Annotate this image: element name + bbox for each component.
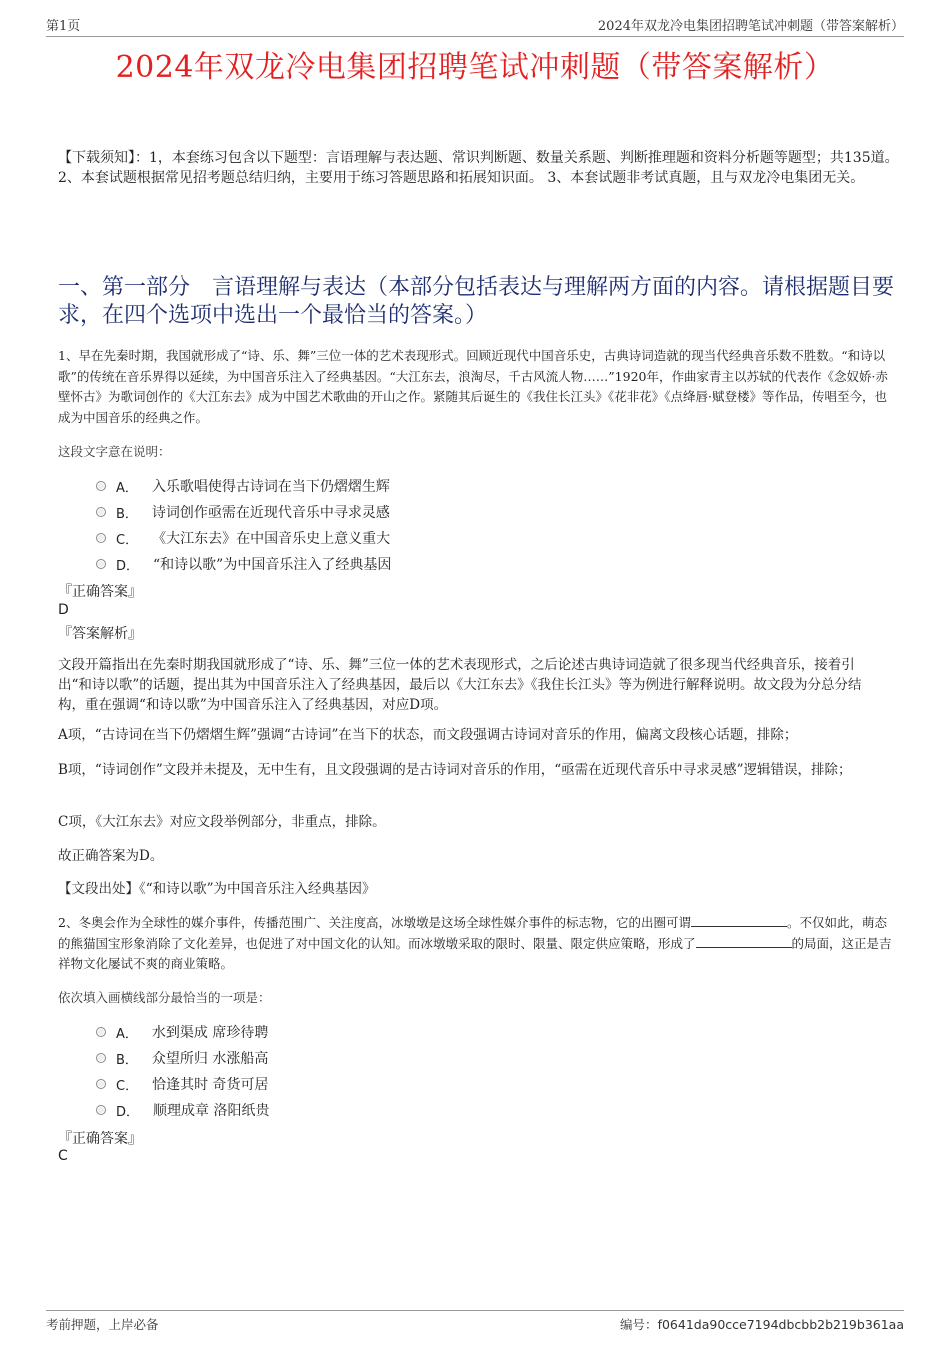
page-header [46,14,904,37]
header-doc-title: 2024年双龙冷电集团招聘笔试冲刺题（带答案解析） [597,19,904,34]
option-text: 《大江东去》在中国音乐史上意义重大 [152,531,391,547]
question-2-options [96,1019,269,1123]
option-a[interactable]: A． 水到渠成 席珍待聘 [96,1019,269,1045]
analysis-paragraph: 故正确答案为D。 [58,848,164,864]
radio-icon[interactable] [96,1053,106,1063]
analysis-paragraph: 文段开篇指出在先秦时期我国就形成了“诗、乐、舞”三位一体的艺术表现形式，之后论述古典诗词造就了很多现当代经典音乐，接着引出“和诗以歌”的话题，提出其为中国音乐注入了经典基因，最后以《大江东去》《我住长江头》等为例进行解释说明。故文段为分总分结构，重在强调“和诗以歌”为中国音乐注入了经典基因，对应D项。 [58,657,862,713]
radio-icon[interactable] [96,533,106,543]
question-1-stem: 1、早在先秦时期，我国就形成了“诗、乐、舞”三位一体的艺术表现形式。回顾近现代中国音乐史，古典诗词造就的现当代经典音乐数不胜数。“和诗以歌”的传统在音乐界得以延续，为中国音乐注入了经典基因。“大江东去，浪淘尽，千古风流人物……”1920年，作曲家青主以苏轼的代表作《念奴娇·赤壁怀古》为歌词创作的《大江东去》成为中国艺术歌曲的开山之作。紧随其后诞生的《我住长江头》《花非花》《点绛唇·赋登楼》等作品，传唱至今，也成为中国音乐的经典之作。 [58,348,888,425]
source-note: 【文段出处】《“和诗以歌”为中国音乐注入经典基因》 [58,881,376,897]
option-d[interactable]: D． “和诗以歌”为中国音乐注入了经典基因 [96,551,391,577]
option-text: 诗词创作亟需在近现代音乐中寻求灵感 [151,505,390,521]
analysis-paragraph: C项，《大江东去》对应文段举例部分，非重点，排除。 [58,814,386,830]
radio-icon[interactable] [96,1105,106,1115]
radio-icon[interactable] [96,559,106,569]
question-2-stem: 2、冬奥会作为全球性的媒介事件，传播范围广、关注度高，冰墩墩是这场全球性媒介事件的标志物，它的出圈可谓 。不仅如此，萌态的熊猫国宝形象消除了文化差异，也促进了对中国文化的认知。而冰墩墩采取的限时、限量、限定供应策略，形成了 的局面，这正是吉祥物文化屡试不爽的商业策略。 [58,915,892,971]
option-a[interactable]: A． 入乐歌唱使得古诗词在当下仍熠熠生辉 [96,473,391,499]
section-heading: 一、第一部分 言语理解与表达（本部分包括表达与理解两方面的内容。请根据题目要求，在四个选项中选出一个最恰当的答案。） [58,275,895,328]
page-number: 第1页 [46,19,81,34]
option-d[interactable]: D． 顺理成章 洛阳纸贵 [96,1097,269,1123]
analysis-label: 『答案解析』 [58,626,142,642]
question-1-options [96,473,391,577]
option-text: 入乐歌唱使得古诗词在当下仍熠熠生辉 [151,479,390,495]
option-c[interactable]: C． 恰逢其时 奇货可居 [96,1071,269,1097]
question-1-prompt: 这段文字意在说明： [58,444,171,459]
document-title: 2024年双龙冷电集团招聘笔试冲刺题（带答案解析） [115,50,835,85]
footer-slogan: 考前押题，上岸必备 [46,1317,159,1332]
option-text: 恰逢其时 奇货可居 [152,1077,269,1093]
answer-label: 『正确答案』 [58,1131,142,1147]
option-text: 顺理成章 洛阳纸贵 [153,1103,270,1119]
option-b[interactable]: B． 诗词创作亟需在近现代音乐中寻求灵感 [96,499,391,525]
radio-icon[interactable] [96,1027,106,1037]
option-text: “和诗以歌”为中国音乐注入了经典基因 [153,557,392,573]
question-2-prompt: 依次填入画横线部分最恰当的一项是： [58,990,271,1005]
option-text: 众望所归 水涨船高 [151,1051,269,1067]
answer-label: 『正确答案』 [58,584,142,600]
blank-line [696,935,792,948]
analysis-paragraph: A项，“古诗词在当下仍熠熠生辉”强调“古诗词”在当下的状态，而文段强调古诗词对音乐的作用，偏离文段核心话题，排除； [58,727,798,743]
download-notice: 【下载须知】：1，本套练习包含以下题型：言语理解与表达题、常识判断题、数量关系题、判断推理题和资料分析题等题型；共135道。 2、本套试题根据常见招考题总结归纳，主要用于练习答题思路和拓展知识面。 3、本套试题非考试真题，且与双龙冷电集团无关。 [58,150,899,186]
radio-icon[interactable] [96,481,106,491]
option-b[interactable]: B． 众望所归 水涨船高 [96,1045,269,1071]
document-code: 编号：f0641da90cce7194dbcbb2b219b361aa [620,1317,904,1332]
blank-line [691,914,787,927]
radio-icon[interactable] [96,1079,106,1089]
answer-value: C [58,1148,68,1164]
analysis-paragraph: B项，“诗词创作”文段并未提及，无中生有，且文段强调的是古诗词对音乐的作用，“亟需在近现代音乐中寻求灵感”逻辑错误，排除； [58,762,852,778]
answer-value: D [58,602,69,618]
page-footer [46,1310,904,1333]
option-c[interactable]: C． 《大江东去》在中国音乐史上意义重大 [96,525,391,551]
option-text: 水到渠成 席珍待聘 [151,1025,269,1041]
radio-icon[interactable] [96,507,106,517]
